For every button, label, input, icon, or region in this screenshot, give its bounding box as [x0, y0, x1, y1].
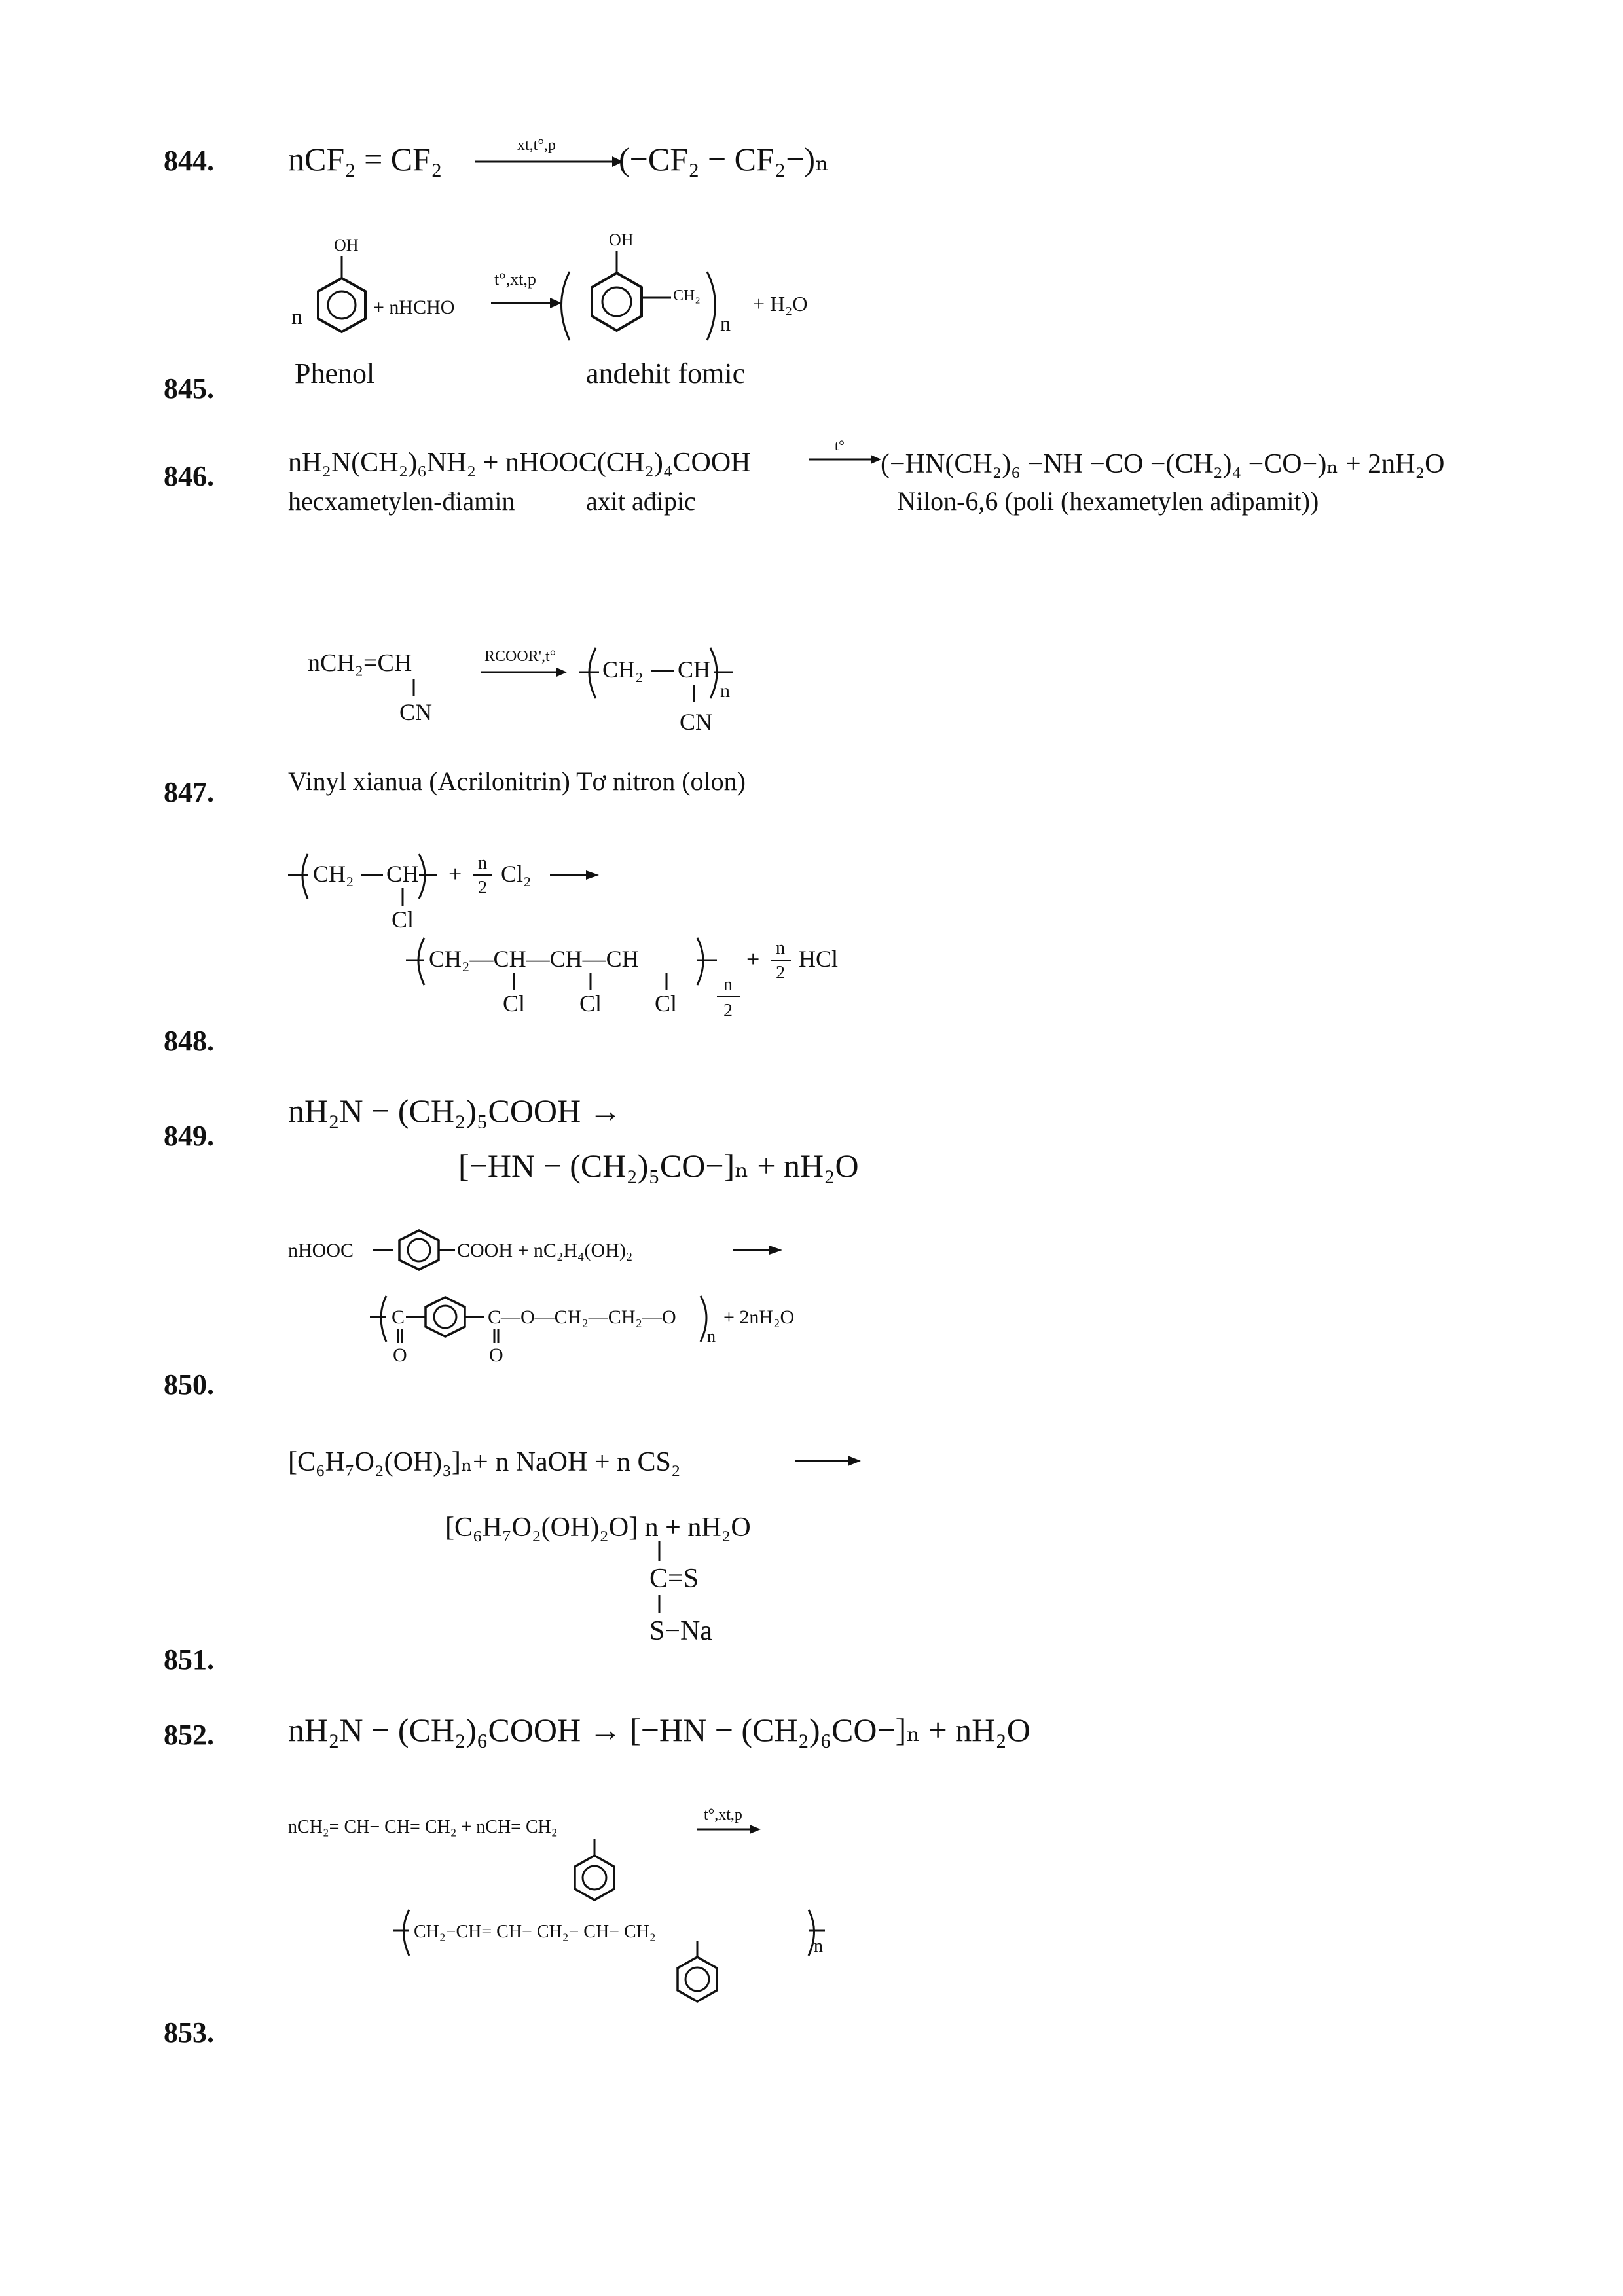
- frac-2: 2: [478, 878, 487, 898]
- frac-n: n: [478, 853, 487, 873]
- equation-846-rhs: (−HN(CH₂)₆ −NH −CO −(CH₂)₄ −CO−)ₙ + 2nH₂O: [881, 449, 1445, 479]
- polymer-ch: CH: [678, 656, 711, 683]
- item-number-850: 850.: [164, 1369, 214, 1401]
- equation-844-lhs: nCF₂ = CF₂: [288, 141, 443, 177]
- hcl: HCl: [799, 946, 839, 972]
- sub-frac-2: 2: [723, 1001, 733, 1021]
- oh-label-2: OH: [609, 230, 634, 249]
- line1-853: nCH₂= CH− CH= CH₂ + nCH= CH₂: [288, 1817, 558, 1837]
- equation-849-line1: nH₂N − (CH₂)₅COOH →: [288, 1092, 622, 1129]
- sub-frac-n: n: [723, 975, 733, 995]
- chain-848: CH₂—CH—CH—CH: [429, 946, 639, 972]
- frac-n-b: n: [776, 938, 785, 958]
- sub-n-853: n: [814, 1936, 823, 1956]
- monomer-847: nCH₂=CH: [308, 649, 412, 677]
- item-number-846: 846.: [164, 460, 214, 492]
- item-number-852: 852.: [164, 1719, 214, 1751]
- equation-844-rhs: (−CF₂ − CF₂−)ₙ: [619, 141, 830, 177]
- plus-848b: +: [746, 946, 760, 972]
- condition-847: RCOOR',t°: [484, 648, 556, 665]
- polymer-ch2: CH₂: [602, 656, 644, 683]
- sub-n-850: n: [707, 1327, 716, 1346]
- condition-846: t°: [835, 437, 845, 454]
- label-adipic-acid: axit ađipic: [586, 486, 696, 516]
- o-850: O: [393, 1344, 407, 1366]
- equation-849-line2: [−HN − (CH₂)₅CO−]ₙ + nH₂O: [458, 1147, 859, 1184]
- figure-850: [288, 1230, 1008, 1388]
- lhs-cl: Cl: [392, 906, 414, 933]
- condition-845: t°,xt,p: [494, 270, 536, 289]
- benzene-ring-icon: [426, 1297, 465, 1336]
- oh-label: OH: [334, 236, 359, 255]
- reaction-arrow-851: [792, 1448, 871, 1474]
- label-hexamethylenediamine: hecxametylen-điamin: [288, 486, 515, 516]
- cs-851: C=S: [649, 1564, 699, 1594]
- lhs-ch2: CH₂: [313, 861, 354, 887]
- item-number-845: 845.: [164, 372, 214, 404]
- benzene-ring-icon: [592, 273, 642, 331]
- benzene-ring-icon: [399, 1230, 439, 1270]
- plus-848: +: [448, 861, 462, 887]
- ester-tail: C—O—CH₂—CH₂—O: [488, 1306, 676, 1328]
- label-phenol: Phenol: [295, 357, 375, 389]
- c-850: C: [392, 1306, 405, 1328]
- item-number-851: 851.: [164, 1643, 214, 1676]
- figure-851-branch: [642, 1541, 773, 1672]
- item-number-847: 847.: [164, 776, 214, 808]
- item-number-853: 853.: [164, 2017, 214, 2049]
- figure-847: [308, 638, 831, 749]
- figure-853: [288, 1800, 1008, 2049]
- label-847: Vinyl xianua (Acrilonitrin) Tơ nitron (olon): [288, 766, 746, 796]
- label-nylon: Nilon-6,6 (poli (hexametylen ađipamit)): [897, 486, 1319, 516]
- benzene-ring-icon: [575, 1856, 614, 1900]
- cl-c: Cl: [655, 990, 678, 1016]
- frac-2-b: 2: [776, 963, 785, 983]
- item-number-844: 844.: [164, 145, 214, 177]
- equation-852: nH₂N − (CH₂)₆COOH → [−HN − (CH₂)₆CO−]ₙ + nH₂O: [288, 1712, 1030, 1748]
- label-formaldehyde: andehit fomic: [586, 357, 746, 389]
- sub-n-847: n: [720, 680, 730, 702]
- sna-851: S−Na: [649, 1616, 713, 1646]
- benzene-ring-icon: [678, 1957, 717, 2001]
- hcho: + nHCHO: [373, 296, 455, 318]
- sub-n-845: n: [720, 312, 731, 335]
- condition-853: t°,xt,p: [704, 1806, 742, 1823]
- water-850: + 2nH₂O: [723, 1306, 795, 1328]
- figure-845: [288, 232, 877, 363]
- ch2-label: CH₂: [673, 287, 701, 304]
- n-coef: n: [291, 305, 302, 329]
- cooh-glycol: COOH + nC₂H₄(OH)₂: [457, 1240, 633, 1261]
- cl-b: Cl: [579, 990, 602, 1016]
- cl2: Cl₂: [501, 861, 532, 887]
- water-845: + H₂O: [753, 292, 808, 315]
- cl-a: Cl: [503, 990, 526, 1016]
- benzene-ring-icon: [318, 278, 365, 332]
- o2-850: O: [489, 1344, 503, 1366]
- line2-853: CH₂−CH= CH− CH₂− CH− CH₂: [414, 1922, 656, 1942]
- figure-848: [288, 848, 1008, 1044]
- lhs-ch: CH: [386, 861, 420, 887]
- item-number-849: 849.: [164, 1120, 214, 1152]
- cn-847-polymer: CN: [680, 709, 713, 735]
- equation-851-line1: [C₆H₇O₂(OH)₃]ₙ+ n NaOH + n CS₂: [288, 1447, 681, 1477]
- reaction-arrow-844: [471, 134, 622, 173]
- cn-847: CN: [399, 699, 433, 725]
- item-number-848: 848.: [164, 1025, 214, 1057]
- equation-851-line2: [C₆H₇O₂(OH)₂O] n + nH₂O: [445, 1513, 751, 1543]
- reaction-arrow-846: [805, 439, 884, 471]
- condition-844: xt,t°,p: [517, 137, 556, 154]
- equation-846-lhs: nH₂N(CH₂)₆NH₂ + nHOOC(CH₂)₄COOH: [288, 448, 751, 478]
- hooc: nHOOC: [288, 1240, 354, 1261]
